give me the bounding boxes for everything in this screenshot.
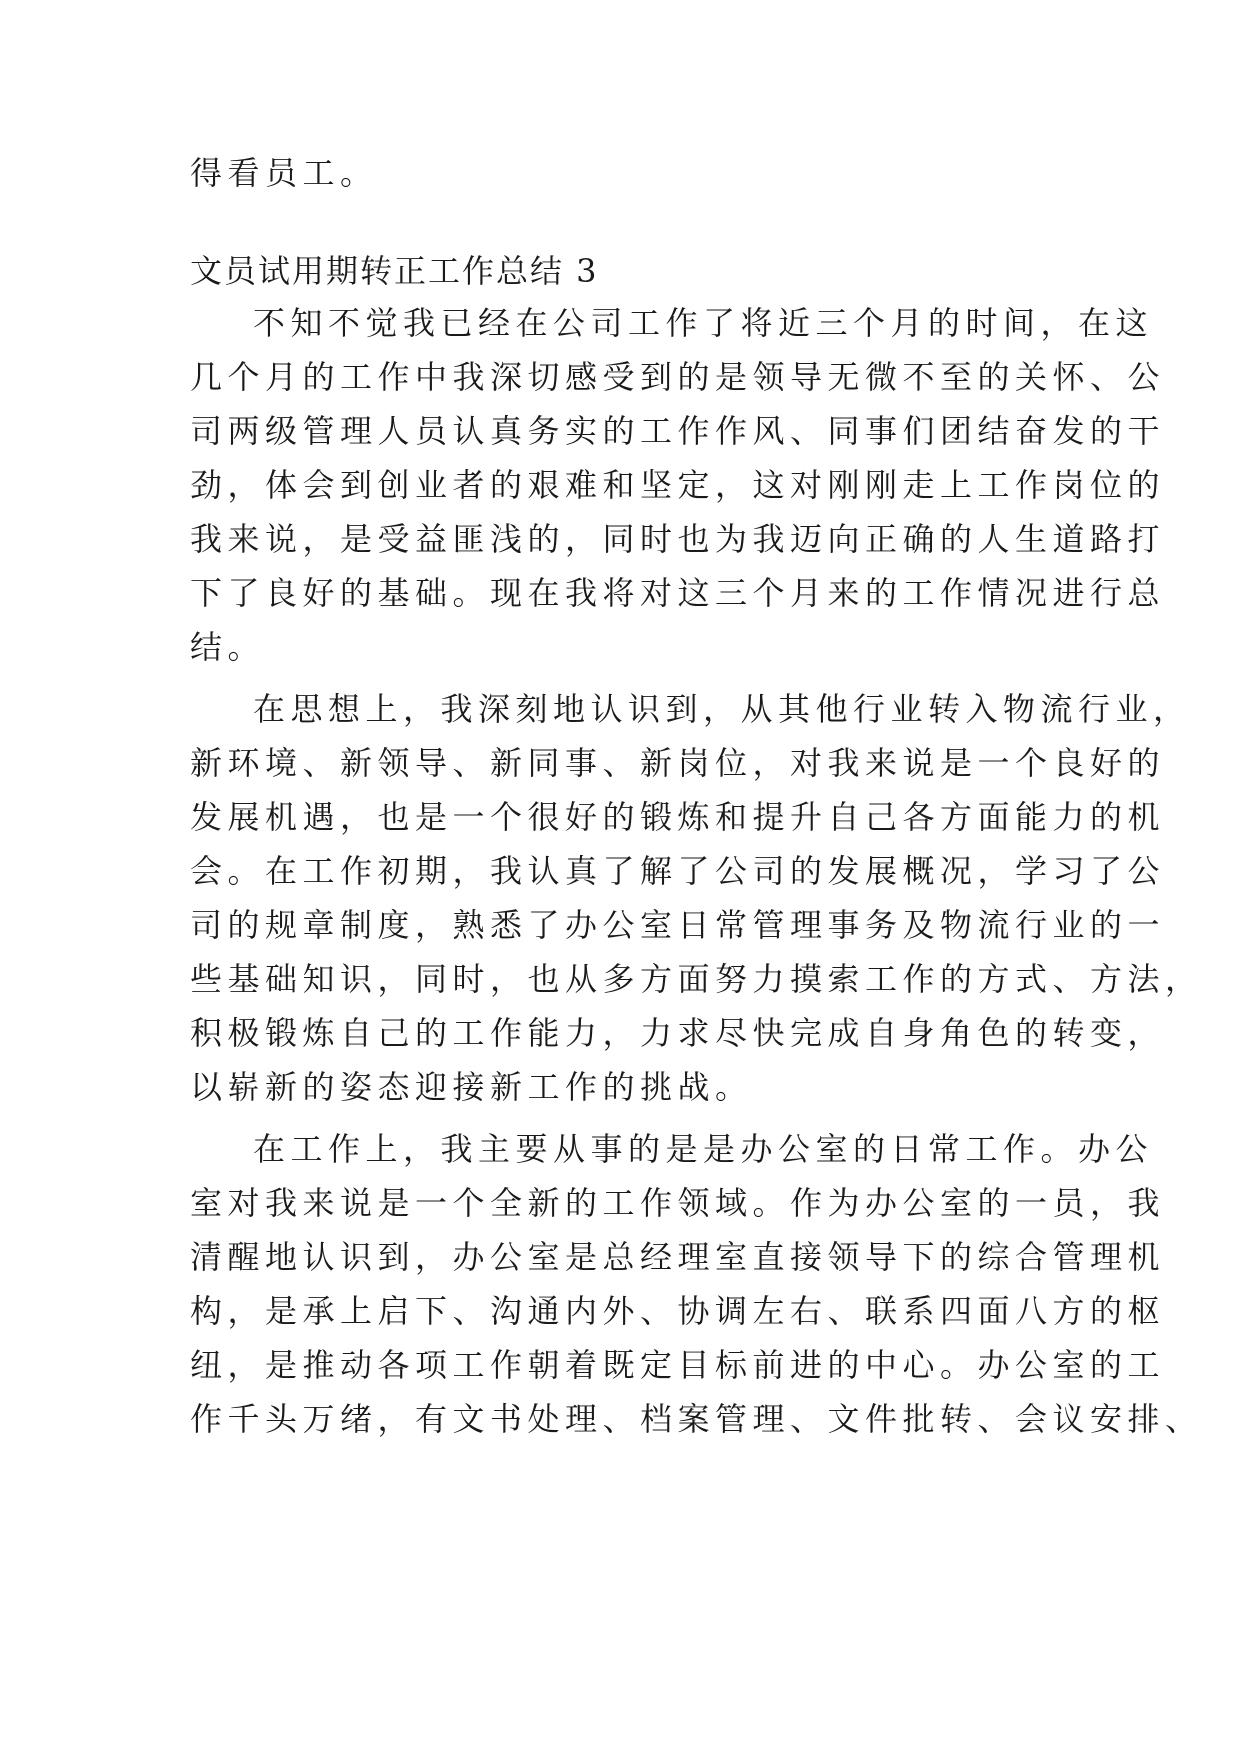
paragraph-line: 劲，体会到创业者的艰难和坚定，这对刚刚走上工作岗位的 bbox=[190, 466, 1166, 504]
paragraph-line: 积极锻炼自己的工作能力，力求尽快完成自身角色的转变， bbox=[190, 1014, 1166, 1052]
paragraph-line: 新环境、新领导、新同事、新岗位，对我来说是一个良好的 bbox=[190, 744, 1166, 782]
section-heading: 文员试用期转正工作总结 3 bbox=[190, 252, 599, 290]
paragraph-line: 司的规章制度，熟悉了办公室日常管理事务及物流行业的一 bbox=[190, 906, 1166, 944]
paragraph-line: 不知不觉我已经在公司工作了将近三个月的时间，在这 bbox=[253, 304, 1154, 342]
continuation-text: 得看员工。 bbox=[190, 154, 378, 192]
paragraph-line: 作千头万绪，有文书处理、档案管理、文件批转、会议安排、 bbox=[190, 1400, 1203, 1438]
paragraph-line: 以崭新的姿态迎接新工作的挑战。 bbox=[190, 1068, 753, 1106]
paragraph-line: 构，是承上启下、沟通内外、协调左右、联系四面八方的枢 bbox=[190, 1292, 1166, 1330]
paragraph-line: 些基础知识，同时，也从多方面努力摸索工作的方式、方法， bbox=[190, 960, 1203, 998]
paragraph-line: 会。在工作初期，我认真了解了公司的发展概况，学习了公 bbox=[190, 852, 1166, 890]
paragraph-line: 我来说，是受益匪浅的，同时也为我迈向正确的人生道路打 bbox=[190, 520, 1166, 558]
paragraph-line: 下了良好的基础。现在我将对这三个月来的工作情况进行总 bbox=[190, 574, 1166, 612]
paragraph-line: 清醒地认识到，办公室是总经理室直接领导下的综合管理机 bbox=[190, 1238, 1166, 1276]
paragraph-line: 纽，是推动各项工作朝着既定目标前进的中心。办公室的工 bbox=[190, 1346, 1166, 1384]
paragraph-line: 发展机遇，也是一个很好的锻炼和提升自己各方面能力的机 bbox=[190, 798, 1166, 836]
paragraph-line: 几个月的工作中我深切感受到的是领导无微不至的关怀、公 bbox=[190, 358, 1166, 396]
paragraph-line: 司两级管理人员认真务实的工作作风、同事们团结奋发的干 bbox=[190, 412, 1166, 450]
paragraph-line: 室对我来说是一个全新的工作领域。作为办公室的一员，我 bbox=[190, 1184, 1166, 1222]
paragraph-line: 在思想上，我深刻地认识到，从其他行业转入物流行业， bbox=[253, 690, 1191, 728]
paragraph-line: 结。 bbox=[190, 628, 266, 666]
paragraph-line: 在工作上，我主要从事的是是办公室的日常工作。办公 bbox=[253, 1130, 1154, 1168]
